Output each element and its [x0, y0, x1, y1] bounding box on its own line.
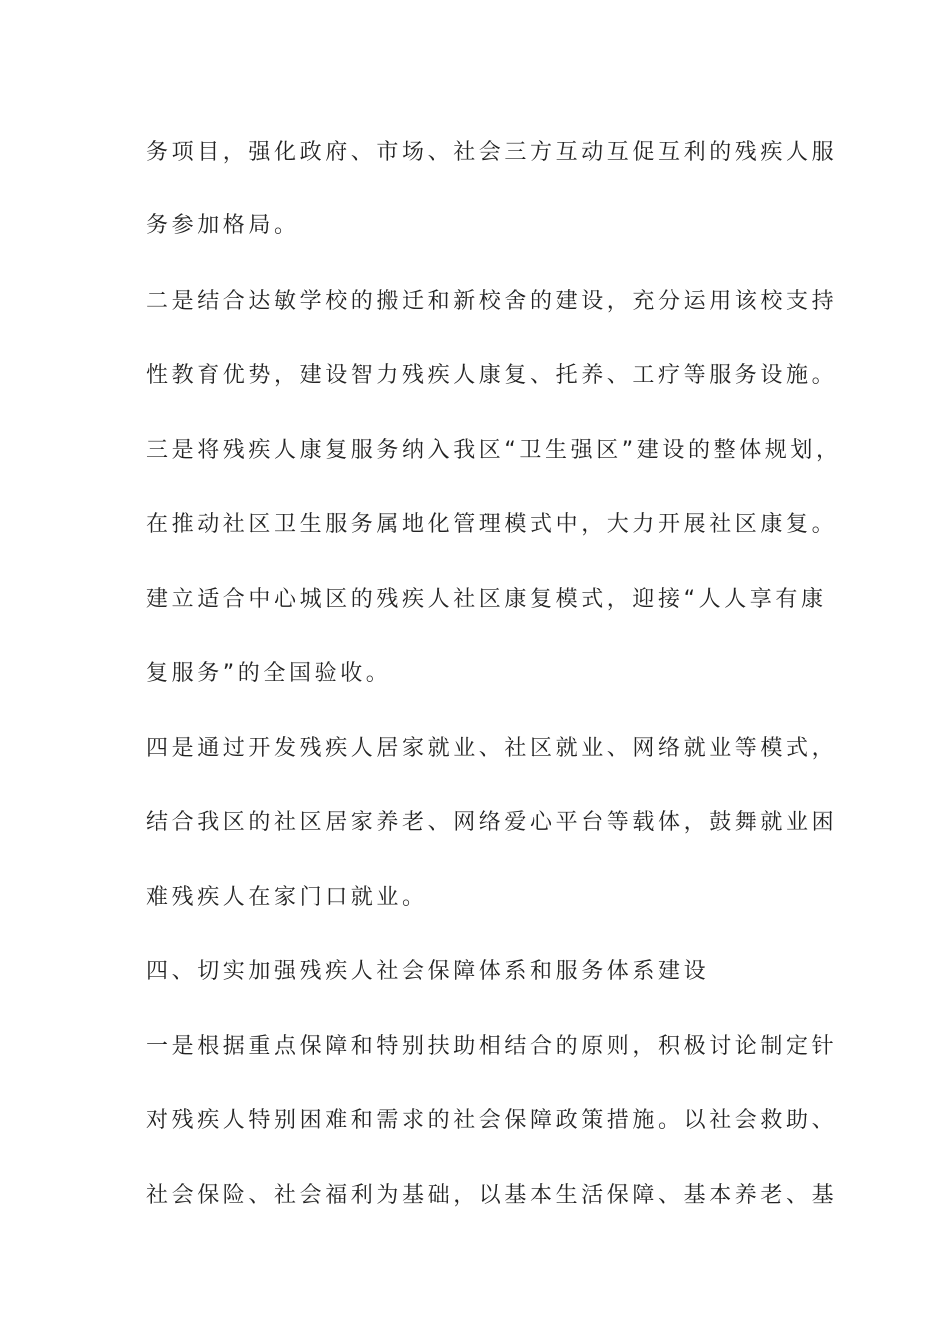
text-line: 二是结合达敏学校的搬迁和新校舍的建设，充分运用该校支持 — [146, 289, 838, 314]
text-line: 复服务”的全国验收。 — [146, 661, 392, 686]
text-line: 一是根据重点保障和特别扶助相结合的原则，积极讨论制定针 — [146, 1034, 838, 1059]
text-line: 在推动社区卫生服务属地化管理模式中，大力开展社区康复。 — [146, 512, 838, 537]
text-line: 三是将残疾人康复服务纳入我区“卫生强区”建设的整体规划， — [146, 438, 842, 463]
text-line: 结合我区的社区居家养老、网络爱心平台等载体，鼓舞就业困 — [146, 810, 838, 835]
text-line: 务参加格局。 — [146, 213, 300, 238]
text-line: 建立适合中心城区的残疾人社区康复模式，迎接“人人享有康 — [146, 587, 827, 612]
text-line: 性教育优势，建设智力残疾人康复、托养、工疗等服务设施。 — [146, 363, 838, 388]
text-line: 务项目，强化政府、市场、社会三方互动互促互利的残疾人服 — [146, 140, 838, 165]
text-line: 四是通过开发残疾人居家就业、社区就业、网络就业等模式， — [146, 736, 838, 761]
text-line: 社会保险、社会福利为基础，以基本生活保障、基本养老、基 — [146, 1183, 838, 1208]
text-line: 难残疾人在家门口就业。 — [146, 885, 428, 910]
text-line: 对残疾人特别困难和需求的社会保障政策措施。以社会救助、 — [146, 1108, 838, 1133]
section-heading: 四、切实加强残疾人社会保障体系和服务体系建设 — [146, 959, 710, 984]
